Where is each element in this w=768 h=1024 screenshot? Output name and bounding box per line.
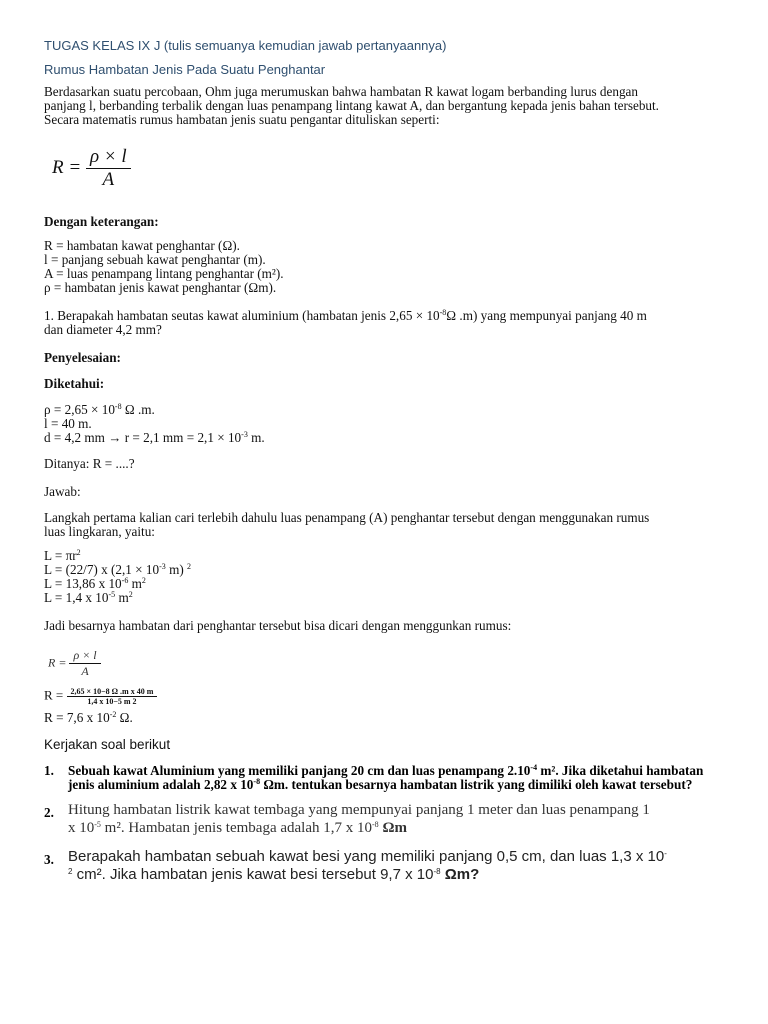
formula-small-denominator: A xyxy=(81,664,89,678)
section-heading: Rumus Hambatan Jenis Pada Suatu Penghantar xyxy=(44,62,326,77)
ditanya-line: Ditanya: R = ....? xyxy=(44,456,135,471)
exercise-1-number: 1. xyxy=(44,763,54,778)
formula-small-lhs: R = xyxy=(48,655,67,670)
legend-heading: Dengan keterangan: xyxy=(44,214,159,229)
area-calc-3: L = 13,86 x $10^{-6}$ $m^2$ xyxy=(44,576,146,591)
legend-rho: ρ = hambatan jenis kawat penghantar (Ωm). xyxy=(44,280,277,295)
legend-r: R = hambatan kawat penghantar (Ω). xyxy=(44,238,240,253)
exercise-3-line-2: $^2$ cm². Jika hambatan jenis kawat besi tersebut 9,7 x $10^{-8}$ Ωm? xyxy=(68,866,480,883)
given-rho: $\rho = 2,65 \times 10^{-8}$ Ω .m. xyxy=(44,402,155,417)
formula-lhs: R = xyxy=(52,156,82,178)
example-question-line-1: 1. Berapakah hambatan seutas kawat aluminium (hambatan jenis $2,65 \times 10^{-8}\Omega$ .m) yang mempunyai panjang 40 m xyxy=(44,308,647,323)
intro-line-2: panjang l, berbanding terbalik dengan luas penampang lintang kawat A, dan bergantung kepada jenis bahan tersebut. xyxy=(44,98,659,113)
jadi-line: Jadi besarnya hambatan dari penghantar tersebut bisa dicari dengan menggunkan rumus: xyxy=(44,618,512,633)
exercise-1-line-2: jenis aluminium adalah 2,82 x $10^{-8}$ Ωm. tentukan besarnya hambatan listrik yang dimiliki oleh kawat tersebut? xyxy=(68,777,693,792)
exercise-1-line-1: Sebuah kawat Aluminium yang memiliki panjang 20 cm dan luas penampang $2.10^{-4}$ m². Jika diketahui hambatan xyxy=(68,763,704,778)
example-question-line-2: dan diameter 4,2 mm? xyxy=(44,322,162,337)
exercise-2-line-2: x $10^{-5}$ m². Hambatan jenis tembaga adalah 1,7 x $10^{-8}$ Ωm xyxy=(68,820,407,836)
intro-line-3: Secara matematis rumus hambatan jenis suatu pengantar dituliskan seperti: xyxy=(44,112,440,127)
step1-line-2: luas lingkaran, yaitu: xyxy=(44,524,155,539)
area-calc-1: $L = \pi r^2$ xyxy=(44,548,81,563)
intro-line-1: Berdasarkan suatu percobaan, Ohm juga merumuskan bahwa hambatan R kawat logam berbanding lurus dengan xyxy=(44,84,638,99)
resistance-formula xyxy=(52,146,131,191)
formula-small-numerator: ρ × l xyxy=(69,648,100,664)
diketahui-label: Diketahui: xyxy=(44,376,105,391)
resistance-formula-small xyxy=(48,648,101,679)
formula-denominator: A xyxy=(102,169,115,190)
exercise-3-line-1: Berapakah hambatan sebuah kawat besi yang memiliki panjang 0,5 cm, dan luas 1,3 x 10- xyxy=(68,848,667,865)
substituted-numerator: 2,65 × 10−8 Ω .m x 40 m xyxy=(67,687,158,697)
exercise-2-line-1: Hitung hambatan listrik kawat tembaga yang mempunyai panjang 1 meter dan luas penampang 1 xyxy=(68,802,650,818)
exercise-heading: Kerjakan soal berikut xyxy=(44,737,171,752)
exercise-2-number: 2. xyxy=(44,805,54,820)
given-diameter: d = 4,2 mm → r = 2,1 mm = $2,1 \times 10^{-3}$ m. xyxy=(44,430,265,445)
given-length: l = 40 m. xyxy=(44,416,92,431)
result-line: R = 7,6 x $10^{-2}$ Ω. xyxy=(44,710,133,725)
substituted-formula: R = $\frac{\text{2,65 × 10−8 Ω .m x 40 m}}{1,4 x 10-5 m 2}$ xyxy=(44,687,157,706)
formula-numerator: ρ × l xyxy=(86,146,131,169)
legend-a: A = luas penampang lintang penghantar (m²). xyxy=(44,266,284,281)
substituted-denominator: 1,4 x 10−5 m 2 xyxy=(87,697,137,706)
area-calc-4: L = 1,4 x $10^{-5}$ $m^2$ xyxy=(44,590,133,605)
area-calc-2: L = (22/7) x ($2,1 \times 10^{-3}$ m) $^2$ xyxy=(44,562,192,577)
legend-l: l = panjang sebuah kawat penghantar (m). xyxy=(44,252,266,267)
step1-line-1: Langkah pertama kalian cari terlebih dahulu luas penampang (A) penghantar tersebut dengan menggunakan rumus xyxy=(44,510,650,525)
document-title: TUGAS KELAS IX J (tulis semuanya kemudian jawab pertanyaannya) xyxy=(44,38,447,53)
penyelesaian-label: Penyelesaian: xyxy=(44,350,121,365)
exercise-3-number: 3. xyxy=(44,852,54,867)
jawab-label: Jawab: xyxy=(44,484,81,499)
